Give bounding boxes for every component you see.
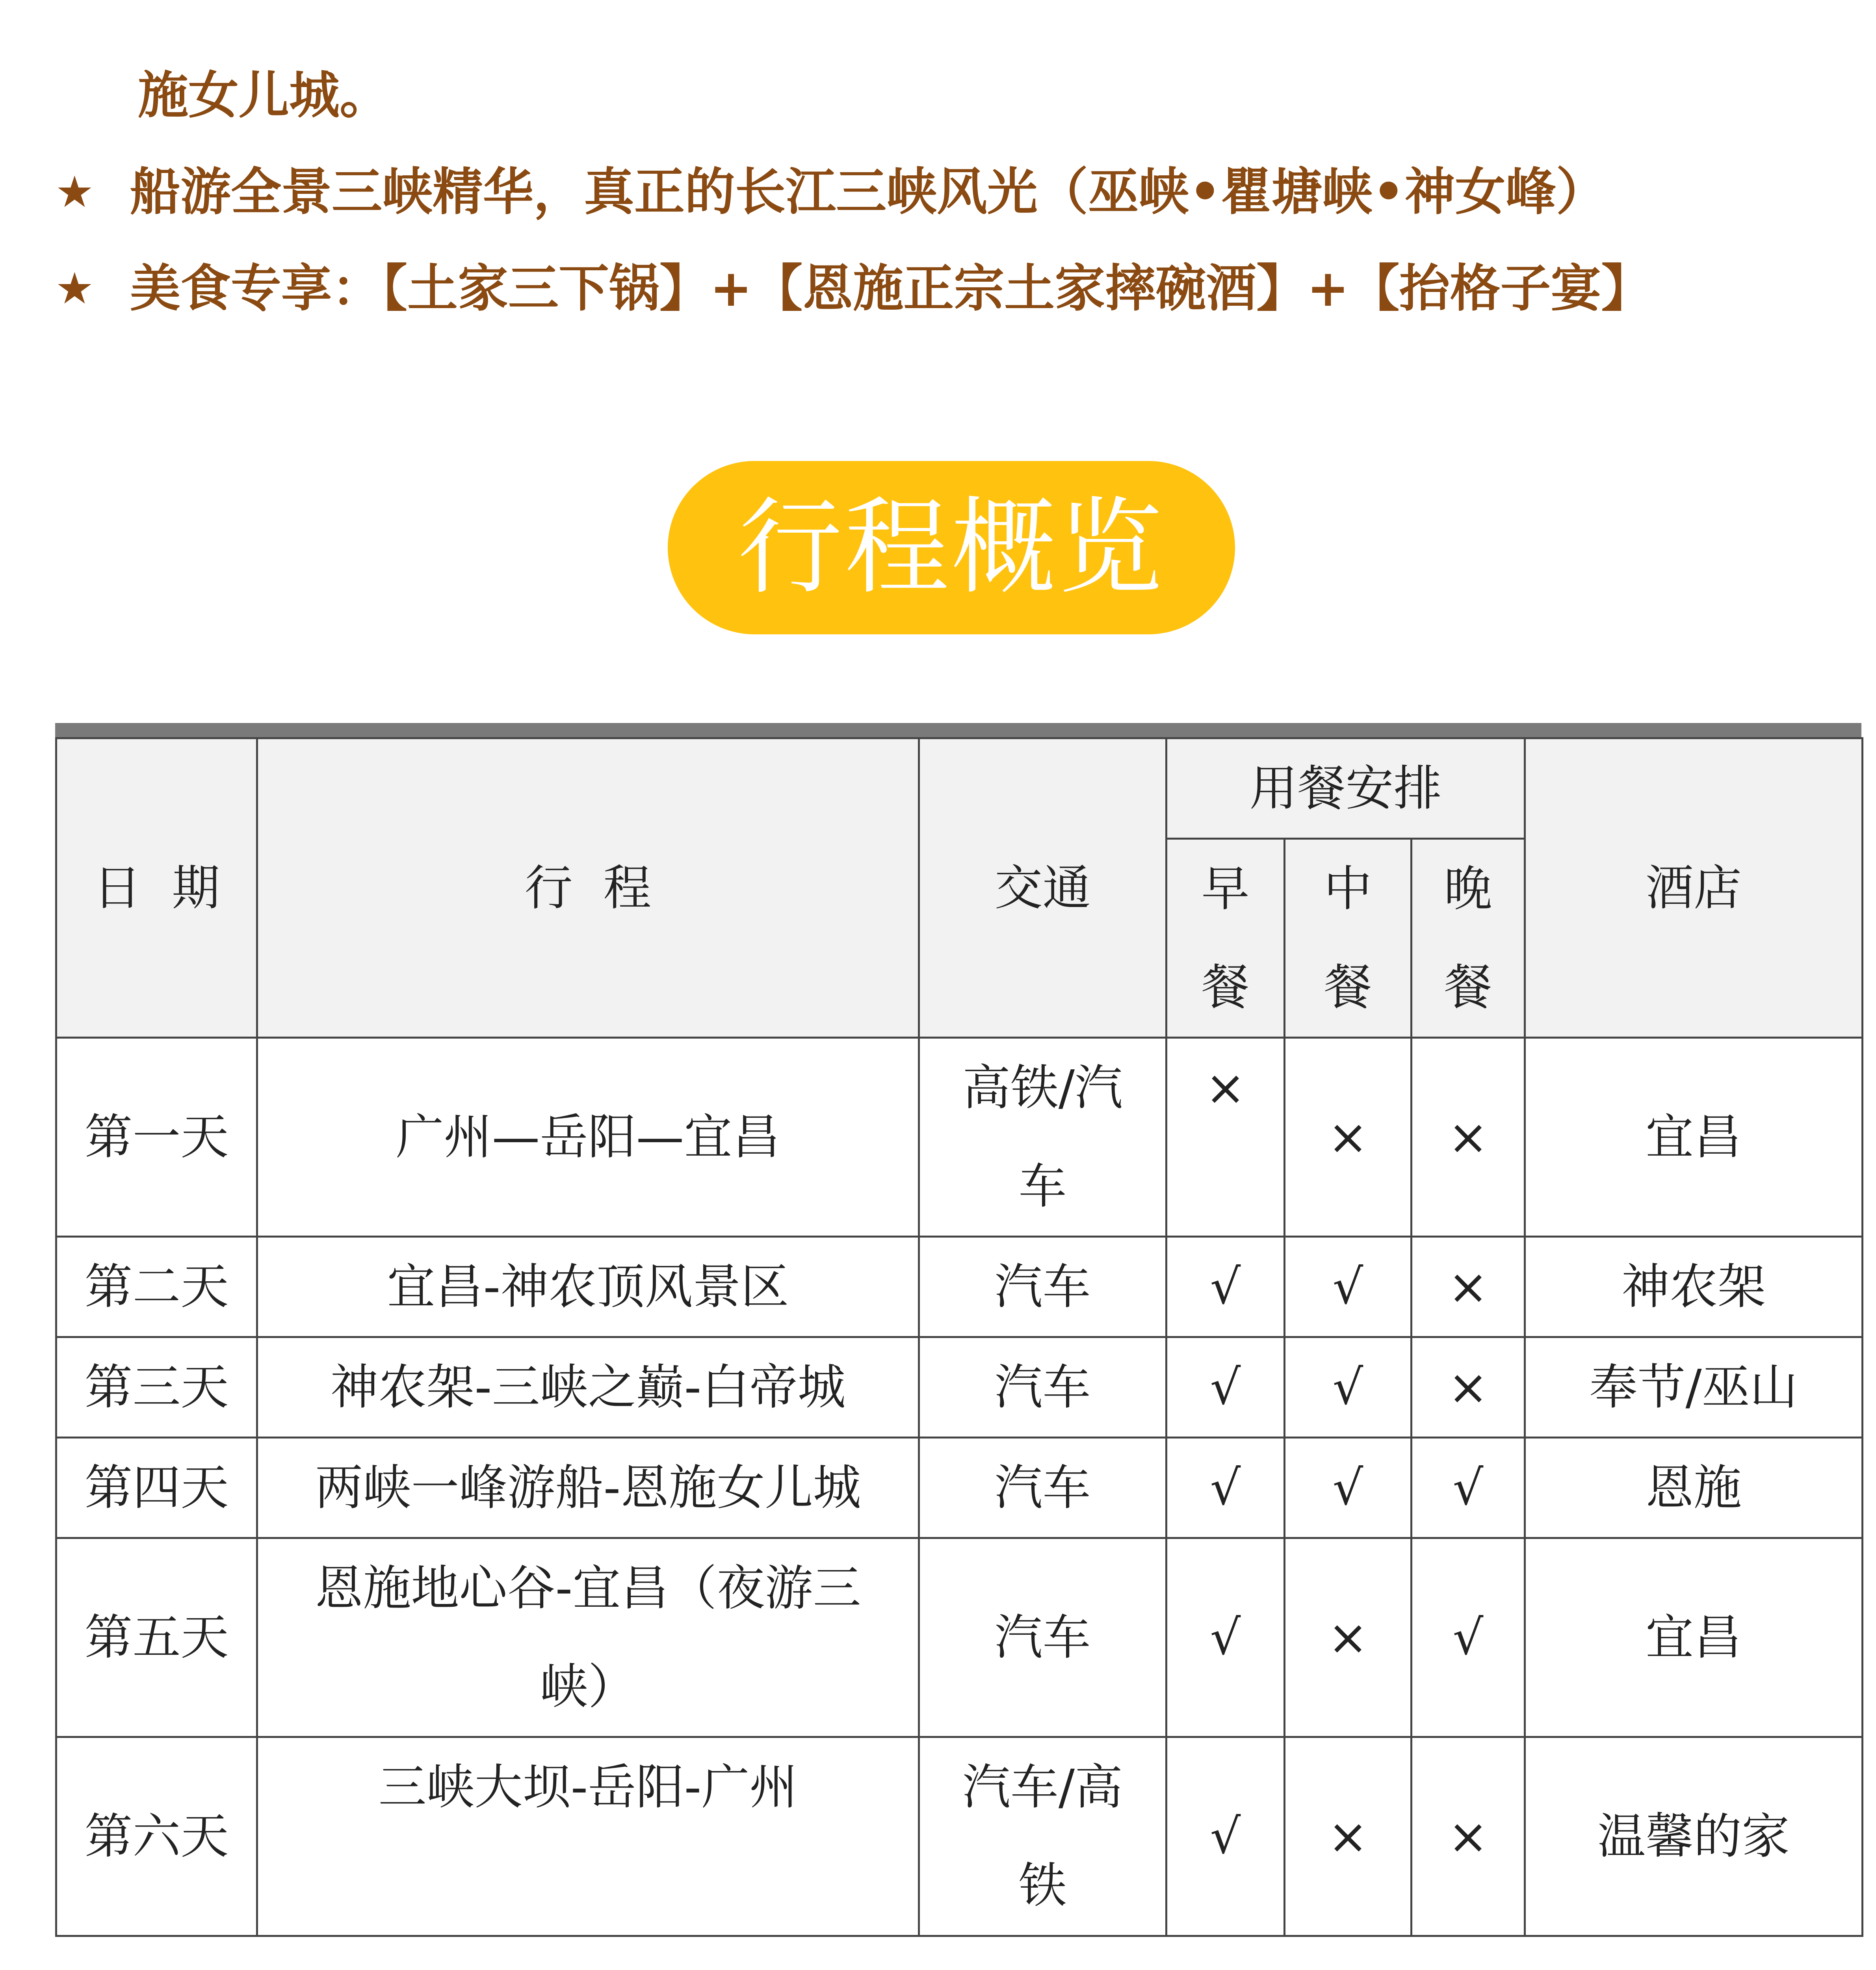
cell-lunch: √ <box>1285 1337 1412 1438</box>
overview-section-title: 行程概览 <box>668 461 1235 634</box>
highlight-line-2 <box>55 144 1828 240</box>
cell-breakfast: √ <box>1166 1538 1285 1737</box>
header-breakfast-char-1: 早 <box>1201 861 1250 917</box>
cell-dinner: × <box>1412 1038 1525 1237</box>
cell-route: 三峡大坝-岳阳-广州 <box>257 1737 919 1936</box>
cell-route: 广州—岳阳—宜昌 <box>257 1038 919 1237</box>
header-dinner-char-1: 晚 <box>1444 861 1492 917</box>
cell-dinner: √ <box>1412 1438 1525 1538</box>
cell-route: 神农架-三峡之巅-白帝城 <box>257 1337 919 1438</box>
cell-hotel: 宜昌 <box>1525 1538 1863 1737</box>
header-lunch-char-2: 餐 <box>1324 959 1372 1015</box>
header-breakfast <box>1166 839 1285 1038</box>
cell-day: 第六天 <box>56 1737 257 1936</box>
cell-breakfast: √ <box>1166 1438 1285 1538</box>
header-lunch-char-1: 中 <box>1324 861 1372 917</box>
cell-hotel: 恩施 <box>1525 1438 1863 1538</box>
cell-transport-line-1: 高铁/汽 <box>962 1060 1123 1116</box>
cell-lunch: √ <box>1285 1438 1412 1538</box>
header-hotel: 酒店 <box>1525 738 1863 1038</box>
star-icon: ★ <box>55 263 94 314</box>
cell-day: 第四天 <box>56 1438 257 1538</box>
table-top-bar <box>55 723 1861 737</box>
cell-breakfast: √ <box>1166 1237 1285 1337</box>
itinerary-table <box>55 737 1863 1937</box>
cell-route: 宜昌-神农顶风景区 <box>257 1237 919 1337</box>
header-route: 行 程 <box>257 738 919 1038</box>
cell-day: 第三天 <box>56 1337 257 1438</box>
cell-transport: 汽车 <box>919 1337 1166 1438</box>
table-row <box>56 1737 1863 1936</box>
highlight-text-1: 施女儿城。 <box>138 66 390 125</box>
cell-breakfast: √ <box>1166 1737 1285 1936</box>
cell-route: 两峡一峰游船-恩施女儿城 <box>257 1438 919 1538</box>
cell-route <box>257 1538 919 1737</box>
header-transport: 交通 <box>919 738 1166 1038</box>
cell-hotel: 宜昌 <box>1525 1038 1863 1237</box>
cell-transport: 汽车 <box>919 1237 1166 1337</box>
highlights-block <box>55 47 1828 337</box>
cell-breakfast: √ <box>1166 1337 1285 1438</box>
cell-hotel: 神农架 <box>1525 1237 1863 1337</box>
cell-dinner: × <box>1412 1337 1525 1438</box>
cell-transport: 汽车 <box>919 1438 1166 1538</box>
highlight-text-3: 美食专享：【土家三下锅】+【恩施正宗土家摔碗酒】+【抬格子宴】 <box>130 259 1652 318</box>
cell-transport-line-2: 车 <box>1018 1158 1067 1214</box>
cell-dinner: √ <box>1412 1538 1525 1737</box>
star-icon: ★ <box>55 167 94 217</box>
header-breakfast-char-2: 餐 <box>1201 959 1250 1015</box>
table-row <box>56 1438 1863 1538</box>
cell-transport-line-1: 汽车/高 <box>962 1759 1123 1815</box>
highlight-line-1 <box>55 47 1828 144</box>
cell-day: 第二天 <box>56 1237 257 1337</box>
highlight-text-2: 船游全景三峡精华，真正的长江三峡风光（巫峡•瞿塘峡•神女峰） <box>130 163 1607 221</box>
cell-dinner: × <box>1412 1737 1525 1936</box>
header-date: 日 期 <box>56 738 257 1038</box>
cell-day: 第一天 <box>56 1038 257 1237</box>
cell-route-line-2: 峡） <box>540 1659 636 1715</box>
cell-hotel: 温馨的家 <box>1525 1737 1863 1936</box>
table-row <box>56 1538 1863 1737</box>
table-row <box>56 1038 1863 1237</box>
cell-lunch: × <box>1285 1038 1412 1237</box>
highlight-line-3 <box>55 240 1828 337</box>
header-lunch <box>1285 839 1412 1038</box>
header-meals: 用餐安排 <box>1166 738 1525 839</box>
table-row <box>56 1337 1863 1438</box>
header-dinner <box>1412 839 1525 1038</box>
itinerary-table-container <box>55 723 1861 1937</box>
table-row <box>56 1237 1863 1337</box>
header-dinner-char-2: 餐 <box>1444 959 1492 1015</box>
cell-breakfast: × <box>1166 1038 1285 1237</box>
cell-hotel: 奉节/巫山 <box>1525 1337 1863 1438</box>
cell-transport: 汽车 <box>919 1538 1166 1737</box>
cell-dinner: × <box>1412 1237 1525 1337</box>
cell-transport <box>919 1737 1166 1936</box>
cell-lunch: √ <box>1285 1237 1412 1337</box>
cell-lunch: × <box>1285 1737 1412 1936</box>
cell-lunch: × <box>1285 1538 1412 1737</box>
cell-day: 第五天 <box>56 1538 257 1737</box>
cell-transport-line-2: 铁 <box>1018 1858 1067 1914</box>
cell-transport <box>919 1038 1166 1237</box>
cell-route-line-1: 恩施地心谷-宜昌（夜游三 <box>315 1560 861 1616</box>
